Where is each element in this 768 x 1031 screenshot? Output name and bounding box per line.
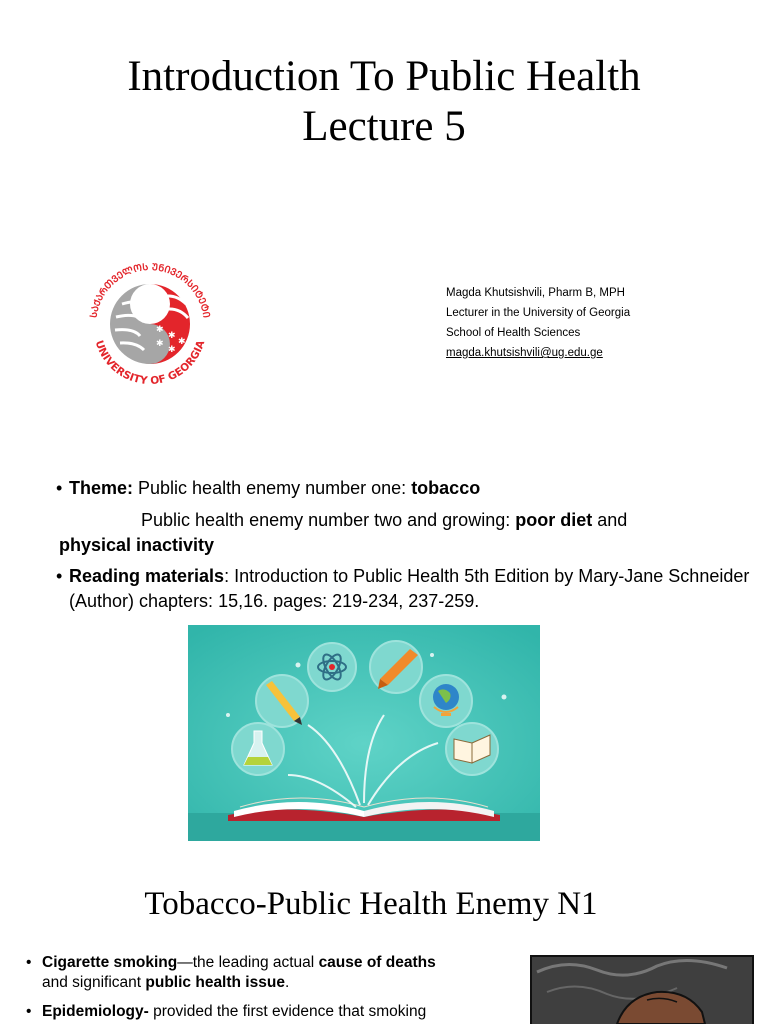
b1-period: . (284, 974, 290, 991)
bullet-reading (56, 564, 756, 614)
b1-text-1: —the leading actual (177, 954, 319, 971)
atom-icon (308, 643, 356, 691)
logo-arc-text-bottom: UNIVERSITY OF GEORGIA (92, 338, 208, 387)
svg-text:✱: ✱ (168, 345, 176, 355)
title-line-1: Introduction To Public Health (127, 53, 641, 100)
slide2-bullet-2 (26, 1002, 496, 1022)
title-line-2: Lecture 5 (302, 103, 466, 150)
university-logo (82, 262, 217, 387)
open-book-small-icon (446, 723, 498, 775)
theme-text-1: Public health enemy number one: (133, 478, 412, 498)
author-school: School of Health Sciences (446, 327, 581, 339)
bullet-theme-continued (56, 508, 756, 558)
slide2-title: Tobacco-Public Health Enemy N1 (144, 886, 598, 922)
theme-label: Theme: (69, 478, 134, 498)
svg-text:✱: ✱ (156, 325, 164, 335)
svg-text:✱: ✱ (168, 331, 176, 341)
svg-text:✱: ✱ (178, 337, 186, 347)
bullet-theme (56, 476, 756, 501)
b2-text: provided the first evidence that smoking (148, 1003, 427, 1020)
reading-text: : Introduction to Public Health 5th Edition by Mary-Jane Schneider (Author) chapters: 15,16. pages: 219-234, 237-259. (69, 566, 750, 611)
author-info (446, 283, 630, 363)
b1-bold-issue: public health issue (145, 974, 285, 991)
author-role: Lecturer in the University of Georgia (446, 307, 631, 319)
svg-text:✱: ✱ (156, 339, 164, 349)
b1-text-2: and significant (42, 974, 146, 991)
theme-bold-physical-inactivity: physical inactivity (59, 535, 215, 555)
theme-bold-tobacco: tobacco (411, 478, 481, 498)
bullet-dot: • (56, 478, 63, 498)
crayon-icon (370, 641, 422, 693)
bullet-dot: • (26, 954, 32, 971)
b2-bold-epidemiology: Epidemiology- (42, 1003, 149, 1020)
education-illustration (188, 625, 540, 841)
theme-bold-poor-diet: poor diet (515, 510, 593, 530)
globe-icon (420, 675, 472, 727)
bullet-dot: • (56, 566, 63, 586)
bullet-dot: • (26, 1003, 32, 1020)
author-name: Magda Khutsishvili, Pharm B, MPH (446, 287, 625, 299)
b1-bold-cigarette: Cigarette smoking (42, 954, 178, 971)
reading-label: Reading materials (69, 566, 225, 586)
theme-and: and (592, 510, 628, 530)
flask-icon (232, 723, 284, 775)
slide2-bullet-1 (26, 953, 496, 993)
theme-text-2: Public health enemy number two and growing: (141, 510, 516, 530)
smoking-cartoon-image (527, 952, 755, 1024)
pencil-icon (256, 675, 308, 727)
lecture-bullets (56, 476, 756, 614)
lecture-title (0, 52, 768, 152)
b1-bold-cause: cause of deaths (318, 954, 436, 971)
author-email-link[interactable]: magda.khutsishvili@ug.edu.ge (446, 347, 603, 359)
slide2-bullets (26, 953, 496, 1031)
logo-arc-text-top: ᲡᲐᲥᲐᲠᲗᲕᲔᲚᲝᲡ ᲣᲜᲘᲕᲔᲠᲡᲘᲢᲔᲢᲘ (88, 262, 212, 319)
